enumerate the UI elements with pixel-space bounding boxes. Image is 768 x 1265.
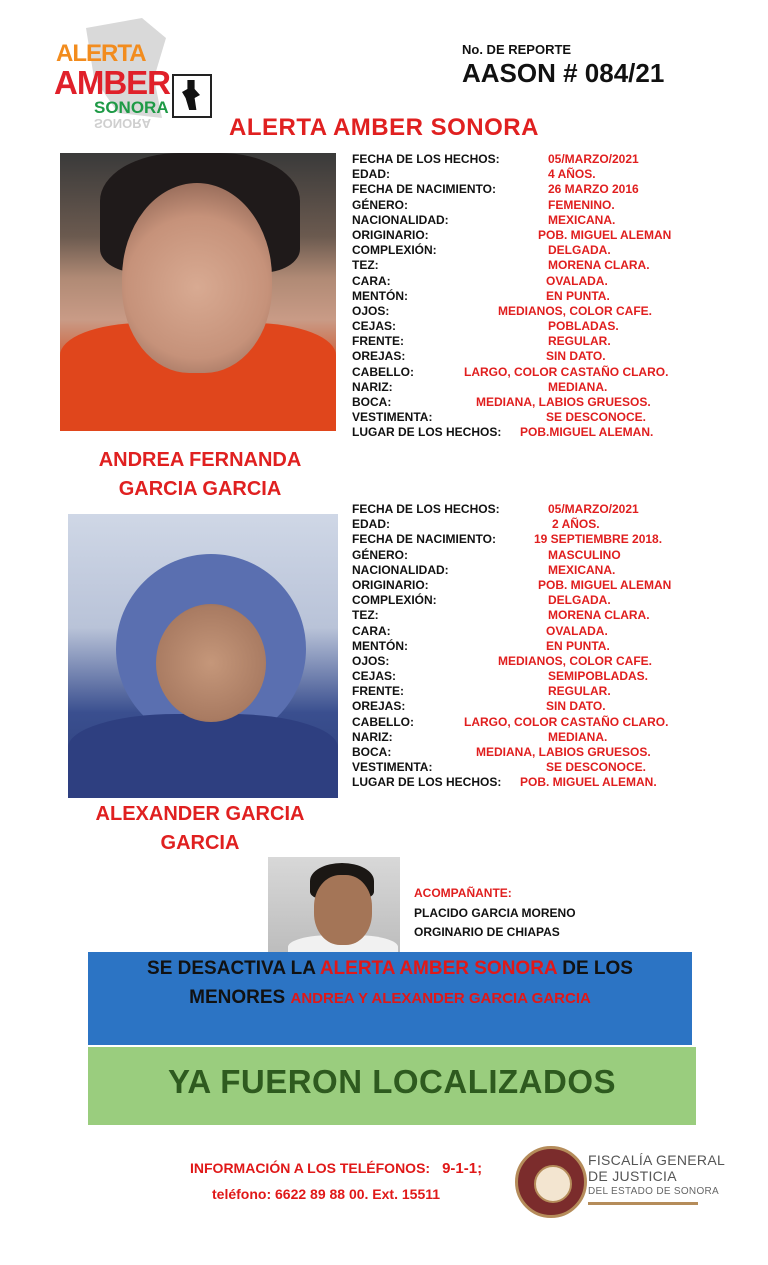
detail-value: MEDIANA, LABIOS GRUESOS. xyxy=(476,745,651,759)
detail-label: LUGAR DE LOS HECHOS: xyxy=(352,775,502,790)
detail-value: EN PUNTA. xyxy=(546,638,610,653)
detail-value: SE DESCONOCE. xyxy=(546,410,647,425)
logo-sonora-text: SONORA xyxy=(94,98,169,117)
child2-name xyxy=(70,800,330,858)
detail-value: MEXICANA. xyxy=(548,562,616,577)
detail-row xyxy=(352,684,762,699)
detail-value: LARGO, COLOR CASTAÑO CLARO. xyxy=(464,714,669,729)
detail-row xyxy=(352,152,762,167)
detail-value: MEDIANOS, COLOR CAFE. xyxy=(498,653,653,668)
logo-amber-text: AMBER xyxy=(54,64,170,101)
detail-value: MASCULINO xyxy=(548,547,621,562)
detail-label: ORIGINARIO: xyxy=(352,577,429,592)
detail-label: COMPLEXIÓN: xyxy=(352,593,437,608)
detail-value: SIN DATO. xyxy=(546,349,606,364)
fiscalia-underline xyxy=(588,1202,698,1205)
report-number: AASON # 084/21 xyxy=(462,58,665,88)
companion-origin: ORGINARIO DE CHIAPAS xyxy=(414,925,560,939)
report-label: No. DE REPORTE xyxy=(462,42,572,57)
detail-value: SIN DATO. xyxy=(546,699,606,714)
detail-value: MEDIANA, LABIOS GRUESOS. xyxy=(476,395,651,409)
detail-row xyxy=(352,502,762,517)
detail-value: OVALADA. xyxy=(546,273,608,288)
detail-row xyxy=(352,213,762,228)
detail-row xyxy=(352,699,762,714)
child2-name-line1: ALEXANDER GARCIA xyxy=(95,803,305,825)
info-telephone: teléfono: 6622 89 88 00. Ext. 15511 xyxy=(212,1186,441,1202)
detail-row xyxy=(352,243,762,258)
detail-row xyxy=(352,578,762,593)
companion-photo xyxy=(268,857,400,952)
deactivation-line1 xyxy=(88,958,692,980)
deactivation-alert-name: ALERTA AMBER SONORA xyxy=(319,958,557,979)
deactivation-line2 xyxy=(88,987,692,1009)
detail-row xyxy=(352,563,762,578)
deactivation-text-c: DE LOS xyxy=(556,958,633,979)
detail-row xyxy=(352,380,762,395)
fiscalia-line1: FISCALÍA GENERAL xyxy=(588,1152,726,1168)
detail-value: DELGADA. xyxy=(548,243,611,258)
located-text: YA FUERON LOCALIZADOS xyxy=(167,1063,617,1100)
detail-label: VESTIMENTA: xyxy=(352,760,433,775)
detail-label: TEZ: xyxy=(352,258,379,273)
detail-row xyxy=(352,608,762,623)
detail-label: FRENTE: xyxy=(352,334,404,349)
detail-label: FECHA DE LOS HECHOS: xyxy=(352,152,500,166)
running-figure-icon xyxy=(172,74,212,118)
detail-row xyxy=(352,349,762,364)
detail-row xyxy=(352,258,762,273)
detail-value: 2 AÑOS. xyxy=(552,517,600,532)
detail-row xyxy=(352,365,762,380)
detail-row xyxy=(352,228,762,243)
detail-label: GÉNERO: xyxy=(352,197,409,212)
detail-label: OREJAS: xyxy=(352,349,406,364)
deactivation-children-names: ANDREA Y ALEXANDER GARCIA GARCIA xyxy=(290,990,591,1007)
deactivation-banner xyxy=(88,952,692,1045)
detail-label: MENTÓN: xyxy=(352,288,408,303)
detail-label: TEZ: xyxy=(352,608,379,623)
detail-label: NARIZ: xyxy=(352,729,393,744)
located-banner xyxy=(88,1047,696,1125)
detail-row xyxy=(352,639,762,654)
child2-name-line2: GARCIA xyxy=(160,832,240,854)
detail-value: REGULAR. xyxy=(548,684,611,699)
page-title: ALERTA AMBER SONORA xyxy=(229,114,539,141)
detail-row xyxy=(352,760,762,775)
detail-value: 05/MARZO/2021 xyxy=(548,502,639,516)
detail-row xyxy=(352,715,762,730)
detail-label: CARA: xyxy=(352,273,391,288)
detail-row xyxy=(352,319,762,334)
detail-value: 19 SEPTIEMBRE 2018. xyxy=(534,532,663,547)
detail-label: ORIGINARIO: xyxy=(352,227,429,242)
fiscalia-line3: DEL ESTADO DE SONORA xyxy=(588,1186,720,1197)
emergency-number: 9-1-1; xyxy=(442,1160,483,1177)
detail-row xyxy=(352,182,762,197)
detail-value: POB. MIGUEL ALEMAN. xyxy=(520,775,657,790)
detail-label: FRENTE: xyxy=(352,684,404,699)
detail-value: MEXICANA. xyxy=(548,212,616,227)
detail-value: MEDIANOS, COLOR CAFE. xyxy=(498,303,653,318)
deactivation-text-minors: MENORES xyxy=(189,987,291,1008)
child1-details xyxy=(352,152,762,441)
detail-label: CABELLO: xyxy=(352,364,414,379)
detail-row xyxy=(352,289,762,304)
detail-label: GÉNERO: xyxy=(352,547,409,562)
fiscalia-seal-icon xyxy=(515,1146,587,1218)
detail-value: SE DESCONOCE. xyxy=(546,760,647,775)
detail-row xyxy=(352,198,762,213)
deactivation-text-a: SE DESACTIVA LA xyxy=(147,958,320,979)
detail-label: NACIONALIDAD: xyxy=(352,212,449,227)
detail-label: MENTÓN: xyxy=(352,638,408,653)
detail-label: BOCA: xyxy=(352,395,392,409)
detail-value: POBLADAS. xyxy=(548,319,619,334)
detail-value: 26 MARZO 2016 xyxy=(548,182,639,197)
detail-label: OREJAS: xyxy=(352,699,406,714)
detail-value: LARGO, COLOR CASTAÑO CLARO. xyxy=(464,364,669,379)
detail-label: BOCA: xyxy=(352,745,392,759)
alerta-amber-logo xyxy=(52,18,222,131)
companion-title: ACOMPAÑANTE: xyxy=(414,886,512,900)
detail-label: FECHA DE LOS HECHOS: xyxy=(352,502,500,516)
detail-row xyxy=(352,624,762,639)
detail-row xyxy=(352,532,762,547)
detail-label: FECHA DE NACIMIENTO: xyxy=(352,182,496,197)
detail-label: EDAD: xyxy=(352,517,390,532)
detail-row xyxy=(352,730,762,745)
detail-label: CARA: xyxy=(352,623,391,638)
child1-name-line1: ANDREA FERNANDA xyxy=(98,449,302,471)
detail-label: CABELLO: xyxy=(352,714,414,729)
detail-value: MORENA CLARA. xyxy=(548,608,650,623)
detail-row xyxy=(352,548,762,563)
logo-alerta-text: ALERTA xyxy=(56,40,146,67)
detail-row xyxy=(352,304,762,319)
detail-row xyxy=(352,334,762,349)
child1-photo xyxy=(60,153,336,431)
detail-value: REGULAR. xyxy=(548,334,611,349)
detail-label: LUGAR DE LOS HECHOS: xyxy=(352,425,502,440)
detail-row xyxy=(352,517,762,532)
info-phones xyxy=(190,1160,482,1177)
detail-row xyxy=(352,669,762,684)
detail-value: POB.MIGUEL ALEMAN. xyxy=(520,425,654,440)
detail-row xyxy=(352,410,762,425)
detail-label: OJOS: xyxy=(352,653,390,668)
detail-value: SEMIPOBLADAS. xyxy=(548,669,649,684)
detail-row xyxy=(352,593,762,608)
detail-row xyxy=(352,425,762,440)
logo-sonora-reflection: SONORA xyxy=(94,116,152,131)
detail-value: 4 AÑOS. xyxy=(548,167,596,182)
detail-label: NACIONALIDAD: xyxy=(352,562,449,577)
child2-details xyxy=(352,502,762,791)
detail-label: VESTIMENTA: xyxy=(352,410,433,425)
detail-value: MORENA CLARA. xyxy=(548,258,650,273)
detail-row xyxy=(352,167,762,182)
detail-row xyxy=(352,775,762,790)
detail-value: POB. MIGUEL ALEMAN xyxy=(538,227,672,242)
detail-label: CEJAS: xyxy=(352,319,397,334)
detail-value: OVALADA. xyxy=(546,623,608,638)
detail-value: POB. MIGUEL ALEMAN xyxy=(538,577,672,592)
fiscalia-line2: DE JUSTICIA xyxy=(588,1168,677,1184)
detail-row xyxy=(352,274,762,289)
detail-row xyxy=(352,745,762,760)
child1-name xyxy=(70,446,330,504)
detail-label: OJOS: xyxy=(352,303,390,318)
detail-row xyxy=(352,654,762,669)
detail-value: 05/MARZO/2021 xyxy=(548,152,639,166)
detail-value: FEMENINO. xyxy=(548,197,615,212)
detail-value: MEDIANA. xyxy=(548,729,608,744)
detail-value: MEDIANA. xyxy=(548,379,608,394)
detail-value: DELGADA. xyxy=(548,593,611,608)
detail-row xyxy=(352,395,762,410)
detail-label: CEJAS: xyxy=(352,669,397,684)
child1-name-line2: GARCIA GARCIA xyxy=(118,478,282,500)
detail-label: FECHA DE NACIMIENTO: xyxy=(352,532,496,547)
companion-name: PLACIDO GARCIA MORENO xyxy=(414,906,576,920)
detail-label: EDAD: xyxy=(352,167,390,182)
child2-photo xyxy=(68,514,338,798)
detail-label: NARIZ: xyxy=(352,379,393,394)
detail-label: COMPLEXIÓN: xyxy=(352,243,437,258)
detail-value: EN PUNTA. xyxy=(546,288,610,303)
info-phones-label: INFORMACIÓN A LOS TELÉFONOS: xyxy=(190,1160,431,1176)
